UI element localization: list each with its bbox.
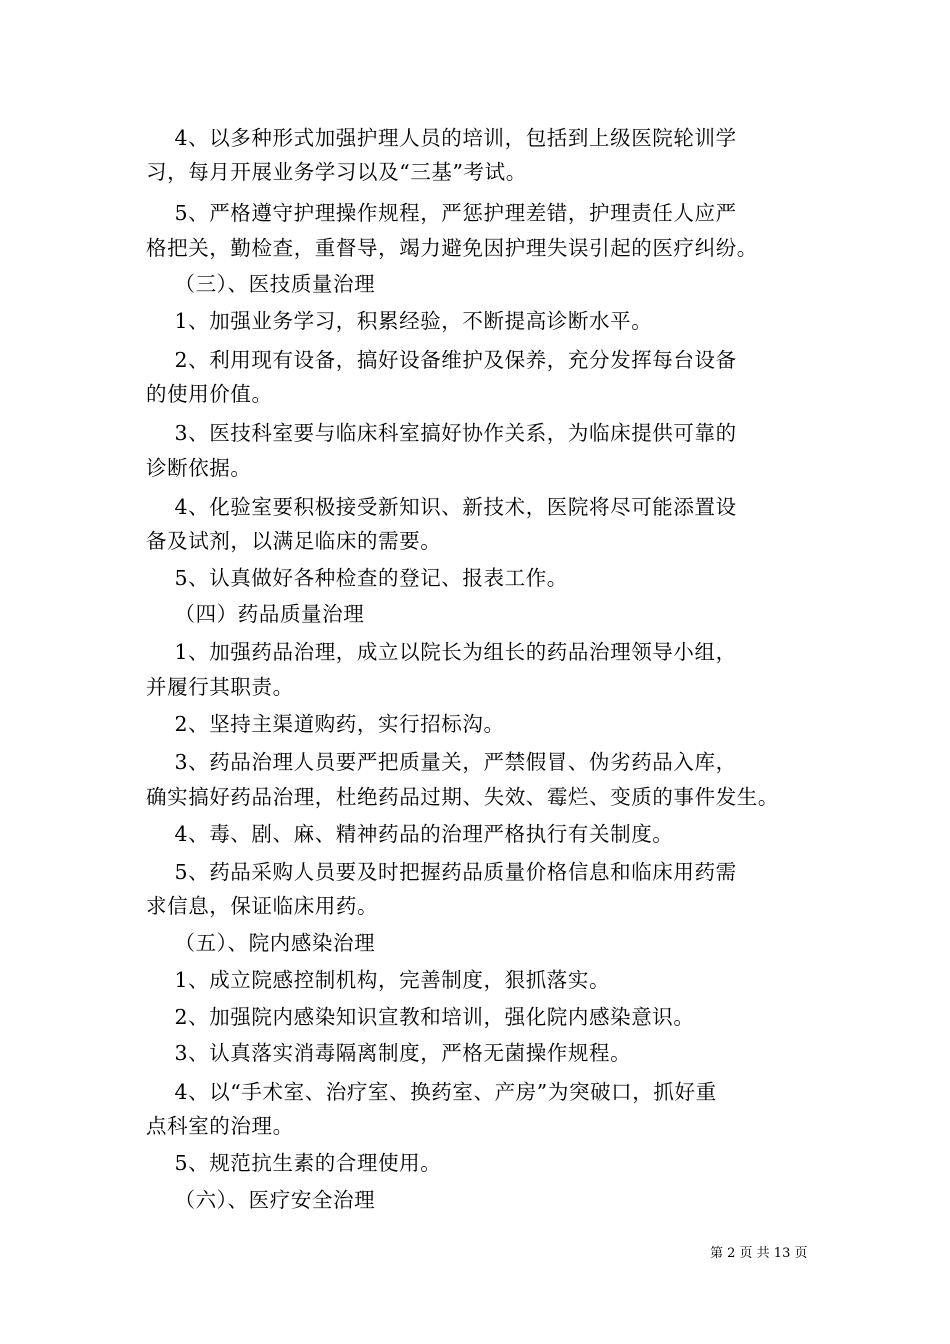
text-line: 1、加强药品治理，成立以院长为组长的药品治理领导小组， (146, 640, 737, 664)
text-line: 求信息，保证临床用药。 (146, 894, 379, 918)
text-line: 4、毒、剧、麻、精神药品的治理严格执行有关制度。 (146, 822, 674, 846)
text-line: 备及试剂，以满足临床的需要。 (146, 529, 442, 553)
section-heading: （五）、院内感染治理 (146, 931, 376, 955)
section-heading: （四）药品质量治理 (146, 602, 365, 626)
text-line: 1、成立院感控制机构，完善制度，狠抓落实。 (146, 968, 611, 992)
text-line: 5、严格遵守护理操作规程，严惩护理差错，护理责任人应严 (146, 201, 737, 225)
text-line: 4、化验室要积极接受新知识、新技术，医院将尽可能添置设 (146, 495, 737, 519)
text-line: 格把关，勤检查，重督导，竭力避免因护理失误引起的医疗纠纷。 (146, 236, 758, 260)
text-line: 点科室的治理。 (146, 1114, 294, 1138)
text-line: 确实搞好药品治理，杜绝药品过期、失效、霉烂、变质的事件发生。 (146, 785, 779, 809)
text-line: 1、加强业务学习，积累经验，不断提高诊断水平。 (146, 309, 653, 333)
text-line: 习，每月开展业务学习以及“三基”考试。 (146, 160, 527, 184)
text-line: 3、药品治理人员要严把质量关，严禁假冒、伪劣药品入库， (146, 750, 737, 774)
text-line: 诊断依据。 (146, 456, 252, 480)
text-line: 5、规范抗生素的合理使用。 (146, 1151, 442, 1175)
text-line: 2、坚持主渠道购药，实行招标沟。 (146, 712, 505, 736)
text-line: 3、认真落实消毒隔离制度，严格无菌操作规程。 (146, 1041, 632, 1065)
section-heading: （六）、医疗安全治理 (146, 1188, 376, 1212)
text-line: 2、加强院内感染知识宣教和培训，强化院内感染意识。 (146, 1005, 695, 1029)
text-line: 5、认真做好各种检查的登记、报表工作。 (146, 566, 568, 590)
text-line: 3、医技科室要与临床科室搞好协作关系，为临床提供可靠的 (146, 421, 737, 445)
text-line: 的使用价值。 (146, 382, 273, 406)
text-line: 5、药品采购人员要及时把握药品质量价格信息和临床用药需 (146, 860, 737, 884)
text-line: 4、以多种形式加强护理人员的培训，包括到上级医院轮训学 (146, 126, 737, 150)
text-line: 4、以“手术室、治疗室、换药室、产房”为突破口，抓好重 (146, 1080, 717, 1104)
text-line: 2、利用现有设备，搞好设备维护及保养，充分发挥每台设备 (146, 348, 737, 372)
page-number-footer: 第 2 页 共 13 页 (710, 1246, 808, 1261)
text-line: 并履行其职责。 (146, 675, 294, 699)
section-heading: （三）、医技质量治理 (146, 272, 376, 296)
